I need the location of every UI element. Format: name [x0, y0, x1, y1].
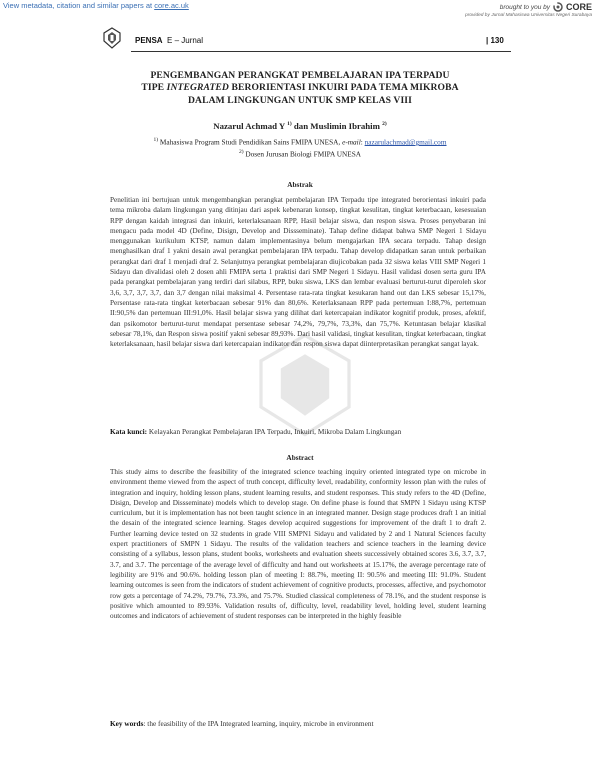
core-link-site: core.ac.uk: [154, 1, 189, 10]
abstract-heading: Abstract: [286, 453, 314, 462]
author-1: Nazarul Achmad Y: [213, 121, 285, 131]
keywords: [110, 719, 490, 728]
unesa-logo-icon: [100, 26, 124, 50]
core-metadata-link[interactable]: [3, 1, 189, 10]
author-1-sup: 1): [287, 121, 292, 128]
email-label: e-mail: [342, 137, 361, 147]
affil-2-text: Dosen Jurusan Biologi FMIPA UNESA: [243, 149, 362, 159]
author-2: dan Muslimin Ibrahim: [291, 121, 383, 131]
kata-kunci-text: Kelayakan Perangkat Pembelajaran IPA Terpadu, Inkuiri, Mikroba Dalam Lingkungan: [147, 427, 402, 436]
core-logo-icon: [553, 2, 563, 12]
page-number: | 130: [486, 36, 504, 45]
provided-by: provided by Jurnal Mahasiswa Universitas Negeri Surabaya: [465, 13, 592, 18]
title-line-2-pre: TIPE: [141, 82, 167, 94]
affiliation-2: [100, 149, 500, 158]
paper-title: [100, 70, 500, 107]
abstrak-body: Penelitian ini bertujuan untuk mengembangkan perangkat pembelajaran IPA Terpadu tipe integrated berorientasi inkuiri pada tema mikroba dalam lingkungan yang ditinjau dari aspek kebenaran konsep, tingkat kesulitan, tingkat keterbacaan, kesesuaian RPP dengan kaidah integrasi dan inkuiri, keterlaksanaan RPP, Hasil belajar siswa, dan respon siswa. Proses penyebaran ini mengacu pada model 4D (Define, Disign, Develop and Dissseminate). Tahap define didapat bahwa SMP Negeri 1 Sidayu menggunakan kurikulum KTSP, namun dalam implementasinya belum mengajarkan IPA secara terpadu. Tahap design menghasilkan draf 1 yakni desain awal perangkat pembelajaran IPA terpadu. Tahap develop didapatkan saran untuk perbaikan perangkat dari draf 1 menjadi draf 2. Selanjutnya perangkat pembelajaran diujicobakan pada 32 siswa kelas VIII SMP Negeri 1 Sidayu dan divalidasi oleh 2 dosen ahli FMIPA serta 1 praktisi dari SMP Negeri 1 Sidayu. Hasil validasi dosen serta guru IPA pada perangkat pembelajaran yang terdiri dari silabus, RPP, buku siswa, LKS dan lembar evaluasi berturut-turut diperoleh skor 3,6, 3,7, 3,7, 3,7, dan 3,7 dengan nilai maksimal 4. Persentase rata-rata tingkat kesukaran hand out dan LKS sebesar 15,17%, Persentase rata-rata tingkat keterbacaan sebesar 91% dan 80,6%. Keterlaksanaan RPP pada pertemuan I:88,7%, pertemuan II:90,5% dan pertemuan III:91,0%. Hasil belajar siswa yang dilihat dari ketercapaian indikator kognitif produk, proses, afektif, dan psikomotor berturut-turut mendapat persentase sebesar 74,2%, 79,7%, 73,3%, dan 75,7%. Ketuntasan belajar klasikal sebesar 78,1%, dan Respon siswa positif yakni sebesar 89,93%. Dari hasil validasi, tingkat kesulitan, tingkat keterbacaan, tingkat keterlaksanaan, hasil belajar siswa dari ketercapaian indikator dan respon siswa dapat diinterpretasikan perangkat sangat layak.: [110, 196, 486, 349]
kata-kunci-label: Kata kunci:: [110, 427, 148, 436]
keywords-label: Key words: [110, 719, 144, 728]
affil-2-sup: 2): [238, 149, 244, 155]
watermark-icon: [250, 330, 360, 440]
author-2-sup: 2): [382, 121, 387, 128]
email-link[interactable]: nazarulachmad@gmail.com: [364, 137, 447, 147]
abstract-body: This study aims to describe the feasibility of the integrated science teaching inquiry oriented integrated type on microbe in environment theme viewed from the aspect of truth concept, difficulty level, readability, conformity lesson plan with the rules of integration and inquiry, holding lesson plans, student learning results, and student responses. This study refers to the 4D (Define, Disign, Develop and Dissseminate) models which to develop stage. On define phase is found that SMPN 1 Sidayu using KTSP curriculum, but it is implementation has not been taught science in an integrated manner. Design stage produces draft 1 an initial the desain of the integrated science learning. Stages develop acquired suggestions for improvement of the draft 1 to draft 2. Further learning device tested on 32 students in grade VIII SMPN1 Sidayu and validated by 2 and 1 Natural Sciences faculty expert practitioners of SMPN 1 Sidayu. The results of the validation teachers and science teachers in the learning device consisting of a syllabus, lesson plans, student books, worksheets and evaluation sheets successively obtained scores 3.6, 3.7, 3.7, 3.7, and 3.7. The percentage of the average level of difficulty and hand out worksheets at 15.17%, the average percentage rate of legibility are 91% and 90.6%. holding lesson plan of meeting I: 88.7%, meeting II: 90.5% and meeting III: 91.0%. Student learning outcomes is seen from the indicators of student achievement of cognitive products, processes, affective, and psychomotor row gets a percentage of 74.2%, 79.7%, 73.3%, and 75.7%. Studied classical completeness of 78.1%, and the student response is positive which amounted to 89.93%. Validation results of, difficulty, level, readability level, holding level, student learning outcomes and indicators of achievement of student responses can be interpreted in the highly feasible: [110, 468, 486, 621]
core-link-text: View metadata, citation and similar papers at: [3, 1, 155, 10]
affiliation-1: $^{1)}$ Mahasiswa Program Studi Pendidikan Sains FMIPA UNESA, e-mail: nazarulachmad@gmail.com: [153, 137, 447, 147]
journal-name: [135, 36, 203, 45]
title-line-2-post: BERORIENTASI INKUIRI PADA TEMA MIKROBA: [228, 82, 459, 94]
title-line-1: PENGEMBANGAN PERANGKAT PEMBELAJARAN IPA TERPADU: [150, 70, 450, 81]
authors: [100, 121, 500, 131]
core-brand: CORE: [565, 2, 592, 12]
journal-name-bold: PENSA: [135, 36, 163, 45]
title-line-3: DALAM LINGKUNGAN UNTUK SMP KELAS VIII: [188, 94, 412, 106]
brought-by-text: brought to you by: [499, 3, 550, 11]
header-divider: [131, 51, 511, 52]
title-line-2: [100, 82, 500, 94]
abstrak-heading: Abstrak: [287, 180, 313, 189]
affil-1-text: Mahasiswa Program Studi Pendidikan Sains FMIPA UNESA,: [158, 137, 343, 147]
title-line-2-italic: INTEGRATED: [166, 82, 229, 94]
brought-by[interactable]: [500, 2, 592, 12]
journal-name-rest: E – Jurnal: [167, 36, 204, 45]
affil-1-sup: 1): [153, 137, 159, 143]
keywords-text: : the feasibility of the IPA Integrated learning, inquiry, microbe in environment: [143, 719, 374, 728]
